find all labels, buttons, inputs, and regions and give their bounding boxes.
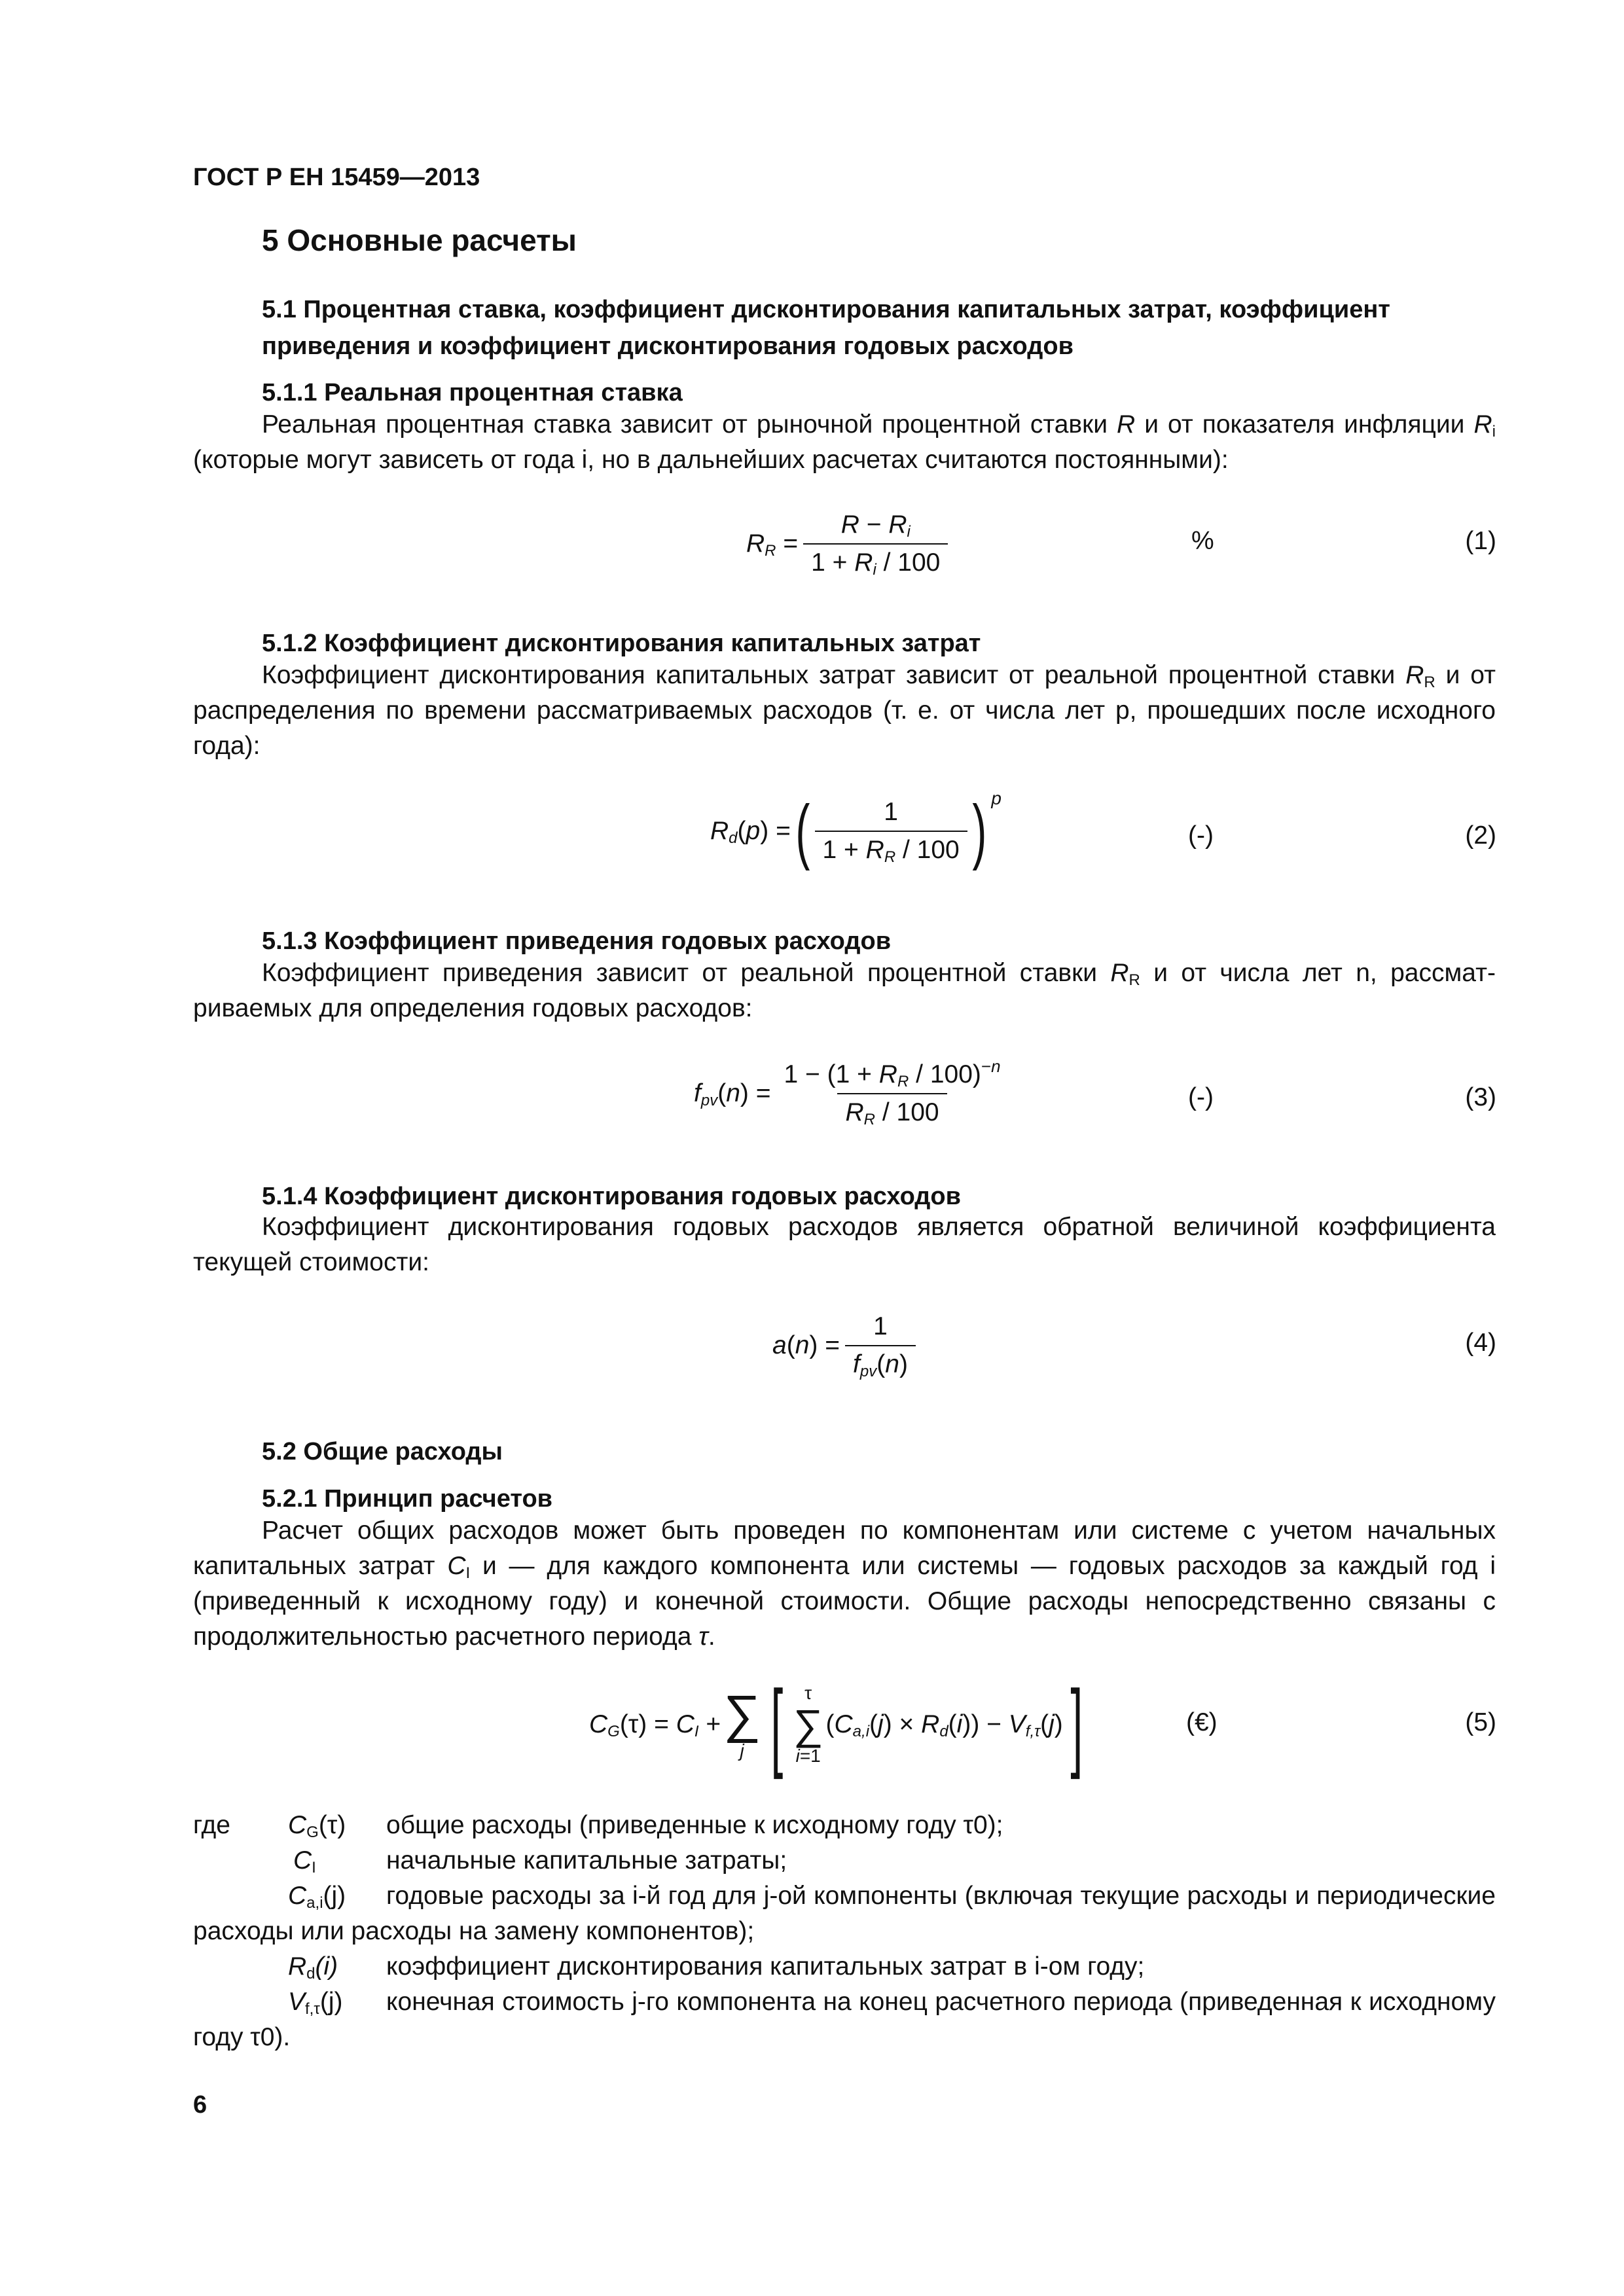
formula-5-unit: (€) [1186,1708,1218,1736]
formula-5: $C_G(\tau)$ = $C_I$ + ∑ j [ τ ∑ i=1 $(C_{a,i}(j) \times R_d(i)) - V_{f,\tau}(j)$ ] [589,1670,1083,1780]
subsection-5-1-4-title: 5.1.4 Коэффициент дисконтирования годовых расходов [262,1183,961,1210]
where-item: $R_d(i)$ коэффициент дисконтирования капитальных затрат в i-ом году; [288,1952,1145,1982]
formula-1: $R_R$ = $\frac{R - R_i}{1 + R_i / 100}$ [746,511,953,577]
page-number: 6 [193,2091,208,2119]
where-item: $C_{a,i}(j)$ годовые расходы за i-й год для j-ой компоненты (включая текущие расходы и периодические расходы или расходы на замену компонентов); [193,1882,1496,1945]
where-item: $C_I$ начальные капитальные затраты; [293,1846,787,1876]
formula-3-number: (3) [1465,1083,1496,1111]
subsection-5-1-1-title: 5.1.1 Реальная процентная ставка [262,379,683,406]
formula-1-number: (1) [1465,527,1496,555]
formula-2-number: (2) [1465,821,1496,850]
formula-3-unit: (-) [1188,1083,1214,1111]
paragraph-5-1-2: Коэффициент дисконтирования капитальных затрат зависит от реальной процентной ставки $R_R$ и от распределения по времени рассматриваемых расходов (т. е. от числа лет p, прошедших после исходного года): [193,661,1496,760]
subsection-5-1-3-title: 5.1.3 Коэффициент приведения годовых расходов [262,927,892,955]
formula-4: a(n) = $\frac{1}{f_{pv}(n)}$ [772,1312,921,1379]
paragraph-5-1-4: Коэффициент дисконтирования годовых расходов является обратной величиной коэффициента текущей стоимости: [193,1213,1496,1276]
paragraph-5-1-3: Коэффициент приведения зависит от реальной процентной ставки $R_R$ и от числа лет n, рассматриваемых для определения годовых расходов: [193,959,1496,1022]
paragraph-5-1-1: Реальная процентная ставка зависит от рыночной процентной ставки R и от показателя инфляции $R_i$ (которые могут зависеть от года i, но в дальнейших расчетах считаются постоянными): [193,410,1496,474]
paragraph-5-2-1: Расчет общих расходов может быть проведен по компонентам или системе с учетом начальных капитальных затрат $C_I$ и — для каждого компонента или системы — годовых расходов за каждый год i (приведенный к исходному году) и конечной стоимости. Общие расходы непосредственно связаны с продолжительностью расчетного периода τ. [193,1516,1496,1651]
subsection-5-2-1-title: 5.2.1 Принцип расчетов [262,1485,553,1513]
formula-5-number: (5) [1465,1708,1496,1736]
where-item: $C_G(\tau)$ общие расходы (приведенные к исходному году τ0); [288,1811,1003,1841]
formula-2: $R_d(p)$ = ( $\frac{1}{1 + R_R / 100}$ ) p [710,788,1001,871]
section-title: 5 Основные расчеты [262,223,577,257]
formula-2-unit: (-) [1188,821,1214,850]
subsection-5-1-2-title: 5.1.2 Коэффициент дисконтирования капитальных затрат [262,630,981,657]
formula-1-unit: % [1191,527,1214,555]
formula-3: $f_{pv}(n)$ = $\frac{1 - (1 + R_R / 100)^{-n}}{R_R / 100}$ [694,1056,1001,1128]
where-label: где [193,1811,230,1839]
subsection-5-1-title: 5.1 Процентная ставка, коэффициент дисконтирования капитальных затрат, коэффициент приведения и коэффициент дисконтирования годовых расходов [262,296,1390,360]
formula-4-number: (4) [1465,1329,1496,1357]
standard-header: ГОСТ Р ЕН 15459—2013 [193,164,480,191]
where-item: $V_{f,\tau}(j)$ конечная стоимость j-го компонента на конец расчетного периода (приведенная к исходному году τ0). [193,1988,1496,2051]
subsection-5-2-title: 5.2 Общие расходы [262,1438,503,1465]
